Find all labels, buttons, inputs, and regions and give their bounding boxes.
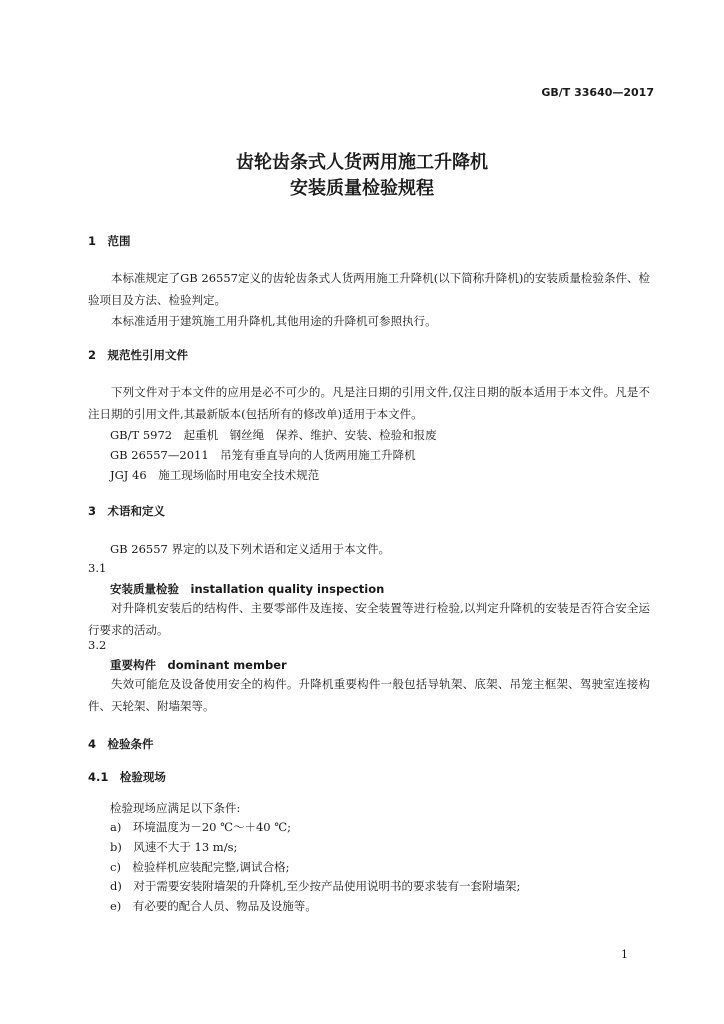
section-2-heading: 2 规范性引用文件 [88,348,189,362]
document-title-line2: 安装质量检验规程 [290,178,434,199]
list-item: b) 风速不大于 13 m/s; [110,840,238,854]
section-4-heading: 4 检验条件 [88,737,154,751]
term-3-2-title: 重要构件 dominant member [110,658,287,672]
section-4-1-intro: 检验现场应满足以下条件: [110,801,241,815]
term-3-2-definition: 失效可能危及设备使用安全的构件。升降机重要构件一般包括导轨架、底架、吊笼主框架、驾驶室连接构件、天轮架、附墙架等。 [88,677,650,713]
list-item: c) 检验样机应装配完整,调试合格; [110,860,290,874]
list-item: d) 对于需要安装附墙架的升降机,至少按产品使用说明书的要求装有一套附墙架; [110,879,521,893]
section-1-paragraph-1: 本标准规定了GB 26557定义的齿轮齿条式人货两用施工升降机(以下简称升降机)的安装质量检验条件、检验项目及方法、检验判定。 [88,271,650,307]
term-3-2-number: 3.2 [88,638,107,652]
reference-item: JGJ 46 施工现场临时用电安全技术规范 [110,468,320,482]
document-title-line1: 齿轮齿条式人货两用施工升降机 [236,152,488,173]
list-item: e) 有必要的配合人员、物品及设施等。 [110,899,317,913]
reference-item: GB 26557—2011 吊笼有垂直导向的人货两用施工升降机 [110,448,416,462]
section-1-heading: 1 范围 [88,234,131,248]
section-3-heading: 3 术语和定义 [88,504,166,518]
standard-number: GB/T 33640—2017 [541,86,654,99]
section-3-intro: GB 26557 界定的以及下列术语和定义适用于本文件。 [110,542,391,556]
term-3-1-definition: 对升降机安装后的结构件、主要零部件及连接、安全装置等进行检验,以判定升降机的安装是否符合安全运行要求的活动。 [88,601,650,637]
term-3-1-number: 3.1 [88,561,107,575]
reference-item: GB/T 5972 起重机 钢丝绳 保养、维护、安装、检验和报废 [110,428,437,442]
section-2-paragraph: 下列文件对于本文件的应用是必不可少的。凡是注日期的引用文件,仅注日期的版本适用于本文件。凡是不注日期的引用文件,其最新版本(包括所有的修改单)适用于本文件。 [88,385,650,421]
list-item: a) 环境温度为－20 ℃～＋40 ℃; [110,820,292,834]
subsection-4-1-heading: 4.1 检验现场 [88,770,166,784]
section-1-paragraph-2: 本标准适用于建筑施工用升降机,其他用途的升降机可参照执行。 [111,314,437,328]
page-number: 1 [621,948,628,961]
term-3-1-title: 安装质量检验 installation quality inspection [110,582,385,596]
